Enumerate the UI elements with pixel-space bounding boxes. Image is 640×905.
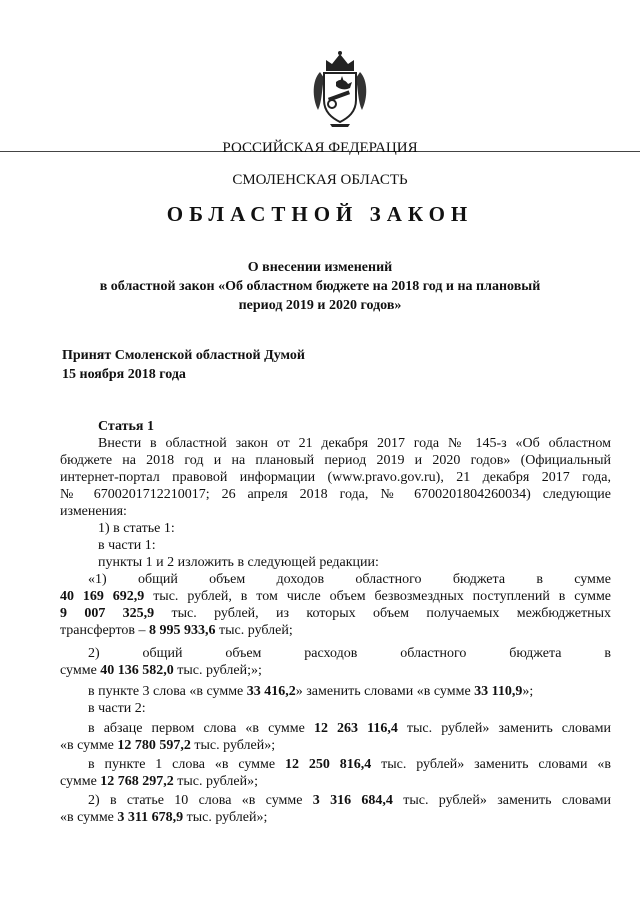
amendment-text: 2) общий объем расходов областного бюджета в — [88, 646, 611, 661]
amendment-fragment: тыс. рублей»; — [190, 738, 276, 753]
amendment-fragment: тыс. рублей, в том числе объем безвозмездных поступлений в сумме — [144, 589, 612, 604]
law-title — [0, 258, 640, 315]
region-name: СМОЛЕНСКАЯ ОБЛАСТЬ — [232, 172, 408, 188]
amount: 40 136 582,0 — [100, 663, 174, 678]
amount: 12 263 116,4 — [313, 721, 398, 736]
amount: 33 110,9 — [474, 684, 523, 699]
amount: 3 311 678,9 — [117, 810, 184, 825]
amendment-text — [60, 622, 611, 639]
adopted-by: Принят Смоленской областной Думой — [62, 348, 305, 363]
law-title-line: период 2019 и 2020 годов» — [238, 298, 402, 313]
amendment-fragment: тыс. рублей» заменить словами — [392, 793, 612, 808]
amendment-text — [60, 605, 611, 622]
amendment-fragment: «в сумме — [60, 738, 118, 753]
amendment-fragment: в пункте 1 слова «в сумме — [88, 757, 285, 772]
amendment-fragment: тыс. рублей, из которых объем получаемых межбюджетных — [154, 606, 611, 621]
amendment-fragment: трансфертов – — [60, 623, 150, 638]
amendment-text — [60, 809, 611, 826]
amendment-text — [88, 756, 611, 773]
adoption-info — [62, 346, 305, 384]
amendment-text: «1) общий объем доходов областного бюджета в сумме — [88, 572, 611, 587]
amendment-fragment: тыс. рублей;»; — [173, 663, 262, 678]
adopted-date: 15 ноября 2018 года — [62, 367, 186, 382]
article-heading: Статья 1 — [98, 419, 154, 434]
amount: 40 169 692,9 — [60, 589, 145, 604]
amendment-part: в части 2: — [88, 701, 146, 716]
amendment-fragment: сумме — [60, 663, 101, 678]
article-text-line: интернет-портал правовой информации (www.pravo.gov.ru), 21 декабря 2017 года, — [60, 470, 611, 485]
amendment-text — [60, 662, 611, 679]
amendment-fragment: в пункте 3 слова «в сумме — [88, 684, 247, 699]
amount: 8 995 933,6 — [149, 623, 216, 638]
amendment-item: 1) в статье 1: — [98, 521, 175, 536]
amendment-fragment: «в сумме — [60, 810, 118, 825]
article-text-line: Внести в областной закон от 21 декабря 2017 года № 145-з «Об областном — [98, 436, 611, 451]
amendment-fragment: тыс. рублей; — [215, 623, 293, 638]
document-type: ОБЛАСТНОЙ ЗАКОН — [166, 202, 474, 226]
amendment-text — [88, 683, 611, 700]
article-text-line: № 6700201712210017; 26 апреля 2018 года, № 6700201804260034) следующие — [60, 487, 611, 502]
amount: 33 416,2 — [246, 684, 296, 699]
amendment-fragment: тыс. рублей» заменить словами «в — [371, 757, 611, 772]
amount: 12 780 597,2 — [117, 738, 191, 753]
amendment-fragment: тыс. рублей» заменить словами — [397, 721, 611, 736]
amendment-text — [60, 737, 611, 754]
amendment-fragment: тыс. рублей»; — [173, 774, 259, 789]
law-title-line: в областной закон «Об областном бюджете на 2018 год и на плановый — [99, 279, 541, 294]
amendment-fragment: 2) в статье 10 слова «в сумме — [88, 793, 313, 808]
amendment-fragment: »; — [522, 684, 534, 699]
amendment-fragment: сумме — [60, 774, 101, 789]
amendment-text — [88, 720, 611, 737]
amendment-fragment: » заменить словами «в сумме — [295, 684, 475, 699]
article-text-line: бюджете на 2018 год и на плановый период 2019 и 2020 годов» (Официальный — [60, 453, 611, 468]
amount: 12 250 816,4 — [284, 757, 372, 772]
law-title-line: О внесении изменений — [247, 260, 393, 275]
amendment-part: в части 1: — [98, 538, 156, 553]
amendment-fragment: в абзаце первом слова «в сумме — [88, 721, 314, 736]
amount: 12 768 297,2 — [100, 774, 174, 789]
article-text-line: изменения: — [60, 504, 127, 519]
country-name: РОССИЙСКАЯ ФЕДЕРАЦИЯ — [222, 140, 418, 156]
amendment-text: пункты 1 и 2 изложить в следующей редакции: — [98, 555, 379, 570]
amendment-text — [60, 773, 611, 790]
amendment-fragment: тыс. рублей»; — [183, 810, 268, 825]
amount: 3 316 684,4 — [312, 793, 393, 808]
amount: 9 007 325,9 — [60, 606, 155, 621]
amendment-text — [88, 792, 611, 809]
smolensk-coat-of-arms-icon — [308, 48, 372, 128]
amendment-text — [60, 588, 611, 605]
